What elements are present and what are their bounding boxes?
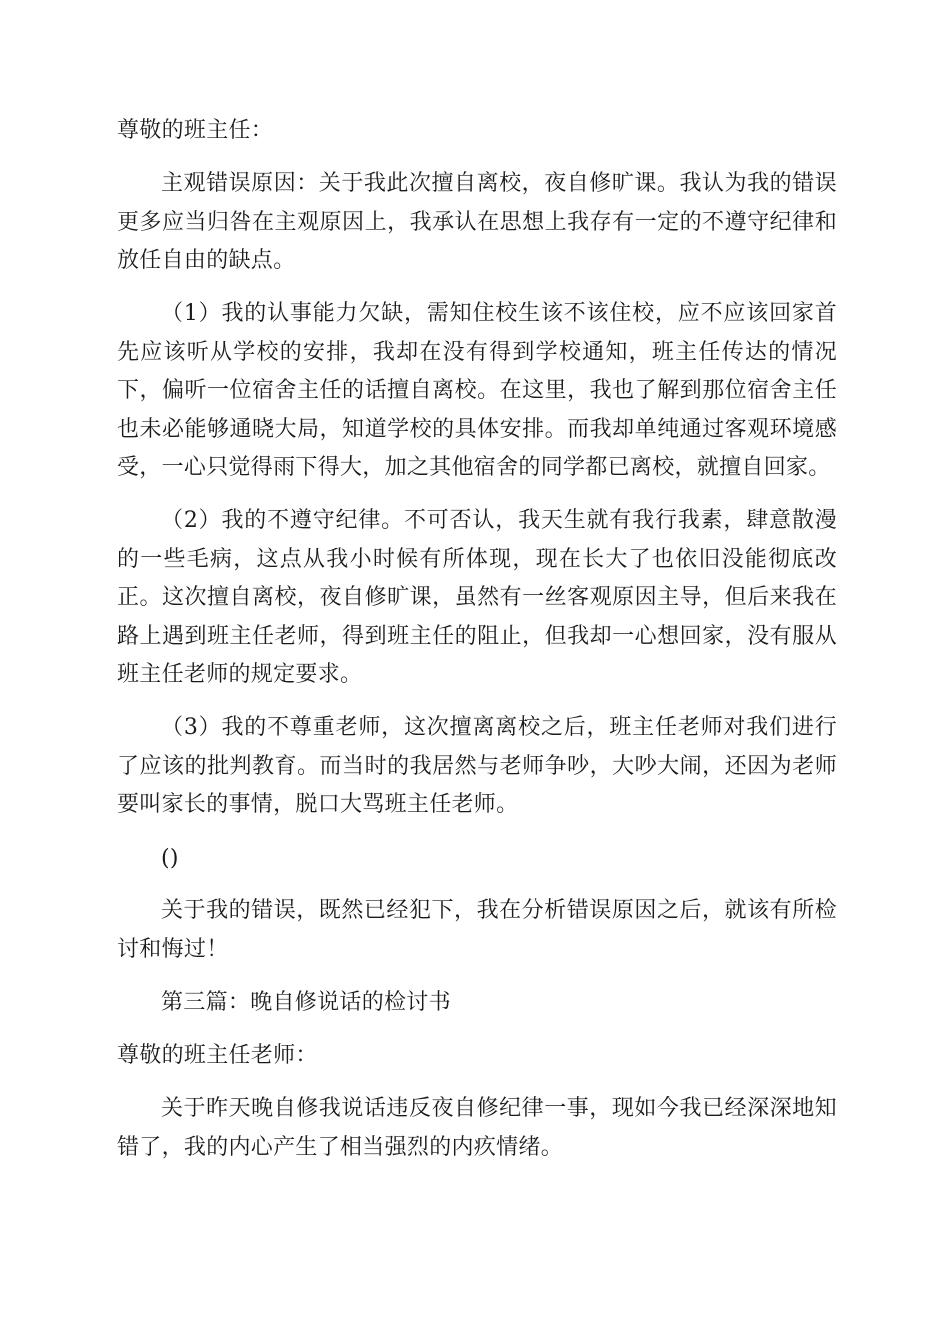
paragraph-point-3: （3）我的不尊重老师，这次擅离离校之后，班主任老师对我们进行了应该的批判教育。而当时的我居然与老师争吵，大吵大闹，还因为老师要叫家长的事情，脱口大骂班主任老师。 — [117, 715, 837, 817]
paragraph-reflection: 关于我的错误，既然已经犯下，我在分析错误原因之后，就该有所检讨和悔过！ — [117, 898, 837, 962]
salutation-2: 尊敬的班主任老师： — [117, 1043, 318, 1068]
paragraph-subjective-cause: 主观错误原因：关于我此次擅自离校，夜自修旷课。我认为我的错误更多应当归咎在主观原因上，我承认在思想上我存有一定的不遵守纪律和放任自由的缺点。 — [117, 171, 837, 273]
salutation: 尊敬的班主任： — [117, 118, 274, 143]
section-heading: 第三篇：晚自修说话的检讨书 — [161, 990, 451, 1015]
paragraph-parentheses: () — [161, 846, 179, 871]
paragraph-point-2: （2）我的不遵守纪律。不可否认，我天生就有我行我素，肆意散漫的一些毛病，这点从我小时候有所体现，现在长大了也依旧没能彻底改正。这次擅自离校，夜自修旷课，虽然有一丝客观原因主导，但后来我在路上遇到班主任老师，得到班主任的阻止，但我却一心想回家，没有服从班主任老师的规定要求。 — [117, 508, 837, 687]
paragraph-point-1: （1）我的认事能力欠缺，需知住校生该不该住校，应不应该回家首先应该听从学校的安排，我却在没有得到学校通知，班主任传达的情况下，偏听一位宿舍主任的话擅自离校。在这里，我也了解到那位宿舍主任也未必能够通晓大局，知道学校的具体安排。而我却单纯通过客观环境感受，一心只觉得雨下得大，加之其他宿舍的同学都已离校，就擅自回家。 — [117, 301, 837, 480]
paragraph-evening-study: 关于昨天晚自修我说话违反夜自修纪律一事，现如今我已经深深地知错了，我的内心产生了相当强烈的内疚情绪。 — [117, 1096, 837, 1160]
